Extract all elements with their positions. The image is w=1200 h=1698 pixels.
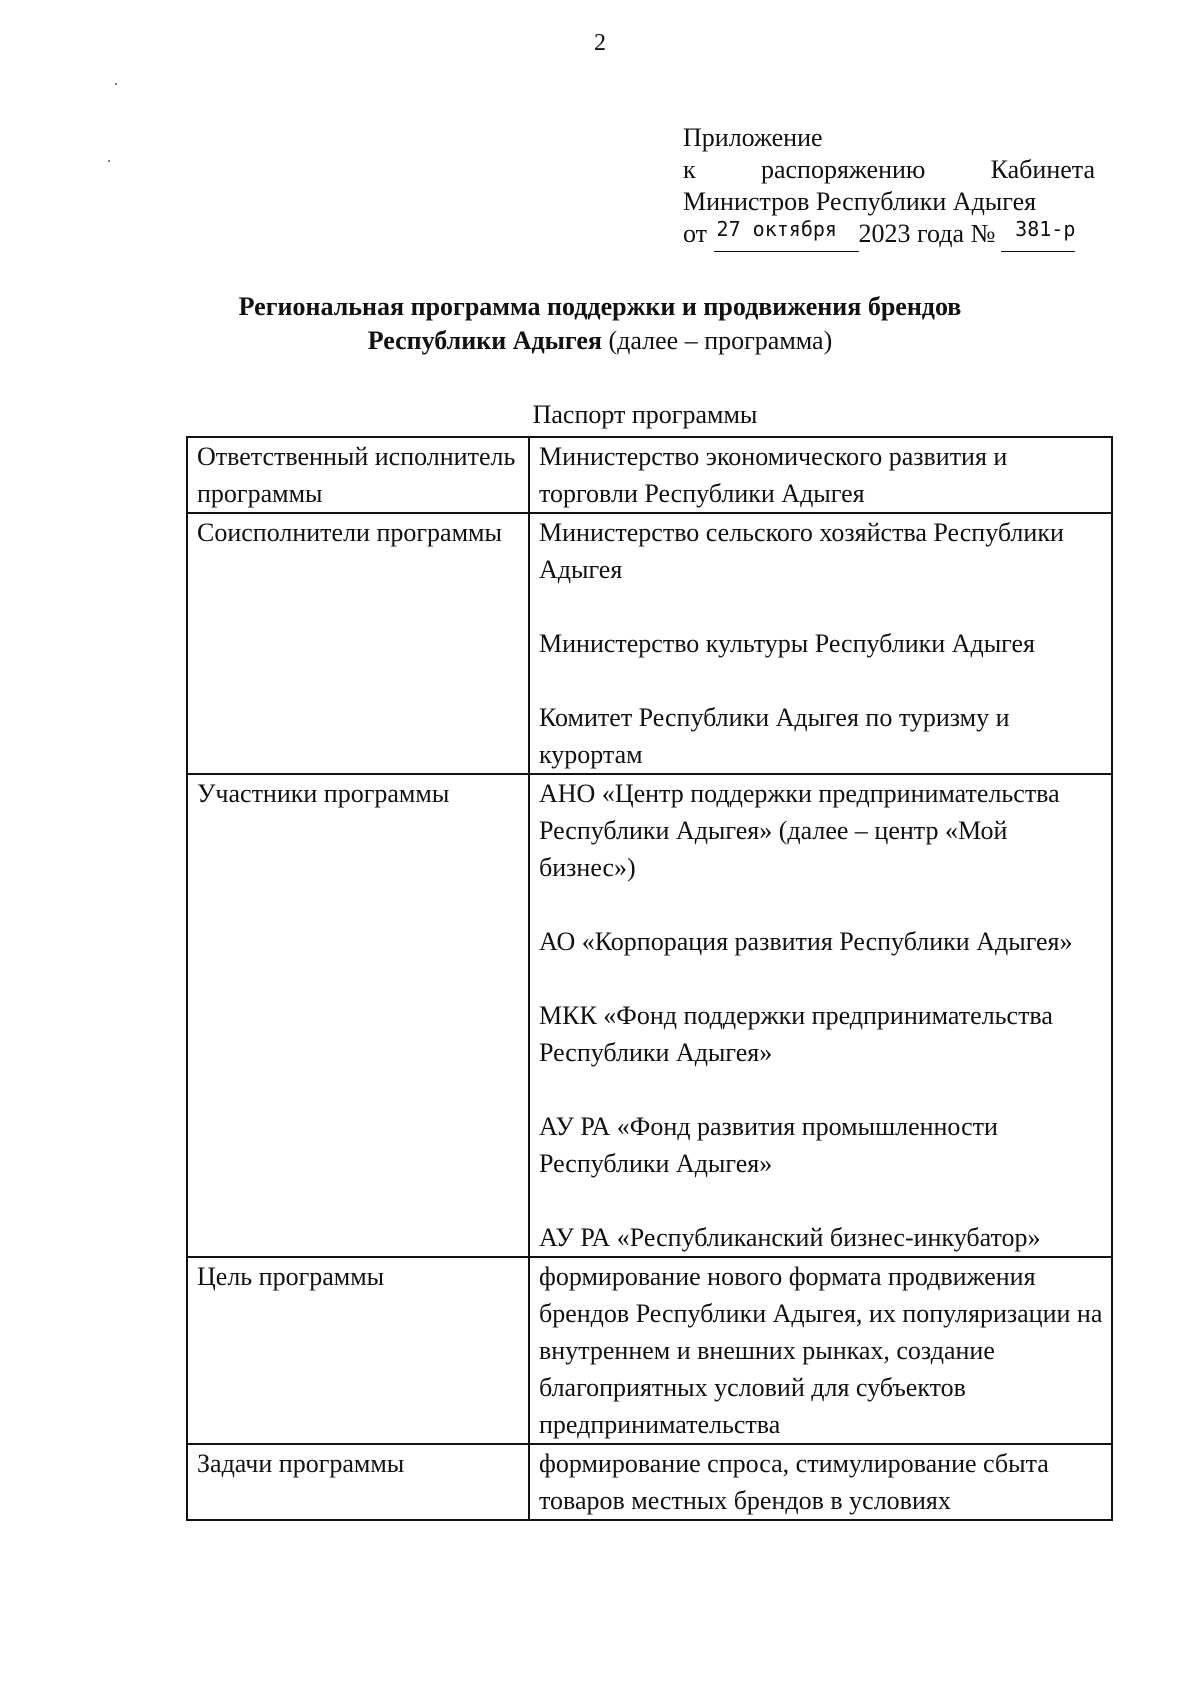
table-row — [187, 1257, 1112, 1444]
year-text: 2023 года № — [858, 219, 996, 248]
scan-speck — [115, 83, 117, 85]
passport-table — [186, 436, 1113, 1521]
value-paragraph: Комитет Республики Адыгея по туризму и курортам — [539, 703, 1010, 769]
appendix-block — [683, 122, 1095, 252]
row-value — [529, 774, 1112, 1257]
title-line-1: Региональная программа поддержки и продвижения брендов — [238, 292, 962, 321]
title-line-2: Республики Адыгея — [367, 326, 602, 355]
row-value — [529, 1444, 1112, 1520]
row-value — [529, 437, 1112, 513]
appendix-line-3: Министров Республики Адыгея — [683, 187, 1037, 216]
row-value — [529, 1257, 1112, 1444]
row-label: Участники программы — [187, 774, 529, 1257]
table-row — [187, 513, 1112, 774]
appendix-line-2 — [683, 154, 1095, 186]
appendix-word: к — [683, 155, 696, 184]
scan-speck — [108, 160, 110, 162]
appendix-word: распоряжению — [760, 155, 926, 184]
value-paragraph: АО «Корпорация развития Республики Адыгея» — [539, 927, 1073, 956]
row-label: Задачи программы — [187, 1444, 529, 1520]
number-handwritten: 381-р — [1015, 217, 1076, 241]
date-handwritten: 27 октября — [716, 217, 837, 241]
row-value — [529, 513, 1112, 774]
appendix-line-1: Приложение — [683, 123, 823, 152]
value-paragraph: МКК «Фонд поддержки предпринимательства Республики Адыгея» — [539, 1001, 1053, 1067]
table-row — [187, 437, 1112, 513]
date-field — [714, 219, 859, 252]
value-paragraph: Министерство культуры Республики Адыгея — [539, 629, 1035, 658]
value-paragraph: формирование спроса, стимулирование сбыта товаров местных брендов в условиях — [539, 1449, 1049, 1515]
row-label: Соисполнители программы — [187, 513, 529, 774]
value-paragraph: АУ РА «Республиканский бизнес-инкубатор» — [539, 1223, 1041, 1252]
title-suffix: (далее – программа) — [602, 326, 833, 355]
appendix-word: Кабинета — [990, 155, 1095, 184]
page-number: 2 — [594, 30, 606, 56]
value-paragraph: формирование нового формата продвижения брендов Республики Адыгея, их популяризации на внутреннем и внешних рынках, создание благоприятных условий для субъектов предпринимательства — [539, 1262, 1103, 1439]
value-paragraph: Министерство сельского хозяйства Республики Адыгея — [539, 518, 1064, 584]
passport-caption: Паспорт программы — [532, 400, 758, 429]
appendix-date-line — [683, 218, 1095, 252]
document-title — [0, 290, 1200, 358]
row-label: Ответственный исполнитель программы — [187, 437, 529, 513]
number-field — [1001, 219, 1075, 252]
value-paragraph: АУ РА «Фонд развития промышленности Республики Адыгея» — [539, 1112, 998, 1178]
table-row — [187, 1444, 1112, 1520]
value-paragraph: Министерство экономического развития и торговли Республики Адыгея — [539, 442, 1008, 508]
row-label: Цель программы — [187, 1257, 529, 1444]
table-row — [187, 774, 1112, 1257]
value-paragraph: АНО «Центр поддержки предпринимательства Республики Адыгея» (далее – центр «Мой бизнес») — [539, 779, 1060, 882]
from-prefix: от — [683, 219, 708, 248]
